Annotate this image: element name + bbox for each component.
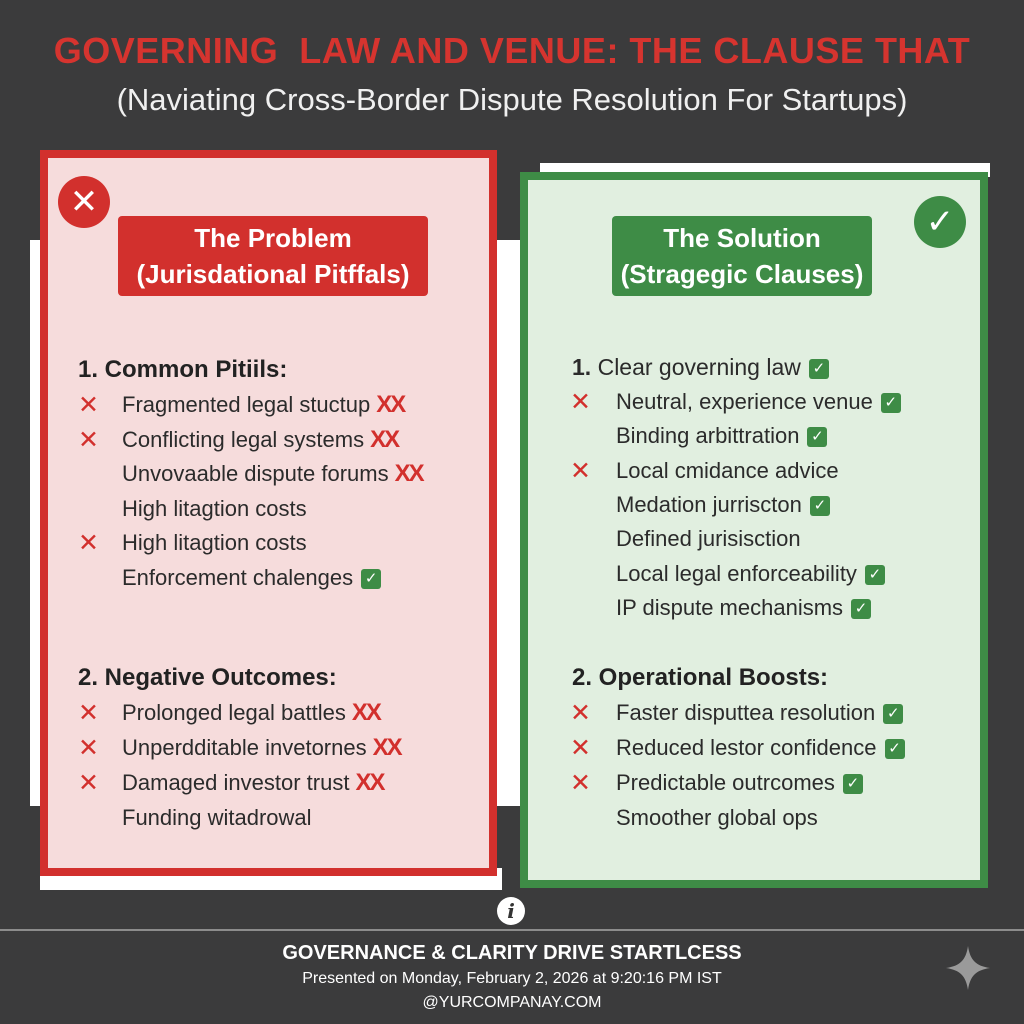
list-item [122,768,383,798]
solution-heading-title: The Solution [663,223,821,253]
check-icon: ✓ [809,359,829,379]
list-item-text: Binding arbittration [616,423,800,449]
list-item [616,490,830,520]
list-item-text: Reduced lestor confidence [616,735,877,760]
solution-section2-title: 2. Operational Boosts: [572,664,829,691]
solution-heading-subtitle: (Stragegic Clauses) [620,259,864,289]
check-icon: ✓ [807,427,827,447]
problem-heading-subtitle: (Jurisdational Pitffals) [136,259,410,289]
list-item-text: Unperdditable invetornes [122,735,367,760]
x-mark-icon: ✕ [78,734,99,762]
list-item [616,593,871,623]
x-circle-icon: ✕ [58,176,110,228]
list-item-text: Fragmented legal stuctup [122,392,371,417]
check-icon: ✓ [843,774,863,794]
list-item [616,524,801,554]
list-item-text: Prolonged legal battles [122,700,346,725]
list-item [616,456,839,486]
problem-section1-title: 1. Common Pitiils: [78,356,288,383]
x-mark-icon: ✕ [78,769,99,797]
list-item-text: Enforcement chalenges [122,565,354,590]
list-item [122,803,312,833]
solution-section1-number: 1. [572,354,592,380]
double-x-icon: XX [370,425,399,453]
double-x-icon: XX [394,460,423,488]
list-item-text: Neutral, experience venue [616,389,873,414]
solution-section1-title [572,352,829,382]
info-icon[interactable]: i [497,897,525,925]
page-subtitle: (Naviating Cross-Border Dispute Resolution For Startups) [116,82,908,117]
list-item-text: Local cmidance advice [616,457,839,483]
list-item [616,421,827,451]
problem-heading-title: The Problem [194,223,352,253]
double-x-icon: XX [355,769,384,796]
x-mark-icon: ✕ [570,388,591,416]
list-item [122,528,307,558]
x-mark-icon: ✕ [78,425,99,454]
list-item [616,387,901,417]
check-circle-icon: ✓ [914,196,966,248]
footer-url: @YURCOMPANAY.COM [422,994,602,1011]
list-item-text: Unvovaable dispute forums [122,461,389,487]
list-item-text: Medation jurriscton [616,491,802,517]
list-item [122,698,380,728]
list-item [122,494,307,524]
solution-heading [612,216,872,296]
list-item [616,733,905,763]
list-item [122,459,423,489]
list-item-text: Defined jurisisction [616,526,801,552]
x-mark-icon: ✕ [78,699,99,727]
list-item-text: Conflicting legal systems [122,426,365,452]
footer-title: GOVERNANCE & CLARITY DRIVE STARTLCESS [282,942,742,964]
x-mark-icon: ✕ [570,456,591,485]
check-icon: ✓ [361,569,381,589]
list-item-text: High litagtion costs [122,530,307,556]
list-item [616,768,863,798]
list-item [616,559,885,589]
solution-section1-text: Clear governing law [597,354,801,380]
page-title: GOVERNING LAW AND VENUE: THE CLAUSE THAT [53,30,971,71]
x-mark-icon: ✕ [78,391,99,419]
list-item-text: Local legal enforceability [616,560,857,586]
list-item-text: Faster disputtea resolution [616,700,876,725]
list-item [122,425,398,455]
check-icon: ✓ [881,393,901,413]
list-item-text: Damaged investor trust [122,770,350,795]
check-icon: ✓ [885,739,905,759]
footer-divider [0,929,1024,931]
double-x-icon: XX [376,391,405,418]
list-item-text: IP dispute mechanisms [616,594,844,620]
problem-heading [118,216,428,296]
sparkle-icon [944,944,992,992]
list-item [122,390,404,420]
list-item [616,803,818,833]
list-item-text: Smoother global ops [616,805,818,830]
problem-section2-title: 2. Negative Outcomes: [78,664,337,691]
x-mark-icon: ✕ [570,769,591,797]
list-item [122,733,401,763]
x-mark-icon: ✕ [78,529,99,558]
list-item [616,698,903,728]
footer-presented: Presented on Monday, February 2, 2026 at 9:20:16 PM IST [302,970,722,987]
check-icon: ✓ [865,565,885,585]
check-icon: ✓ [883,704,903,724]
list-item-text: High litagtion costs [122,495,307,521]
list-item-text: Predictable outrcomes [616,770,835,795]
list-item [122,563,381,593]
list-item-text: Funding witadrowal [122,805,312,830]
x-mark-icon: ✕ [570,699,591,727]
x-mark-icon: ✕ [570,734,591,762]
check-icon: ✓ [851,599,871,619]
double-x-icon: XX [351,699,380,726]
double-x-icon: XX [372,734,401,761]
check-icon: ✓ [810,496,830,516]
